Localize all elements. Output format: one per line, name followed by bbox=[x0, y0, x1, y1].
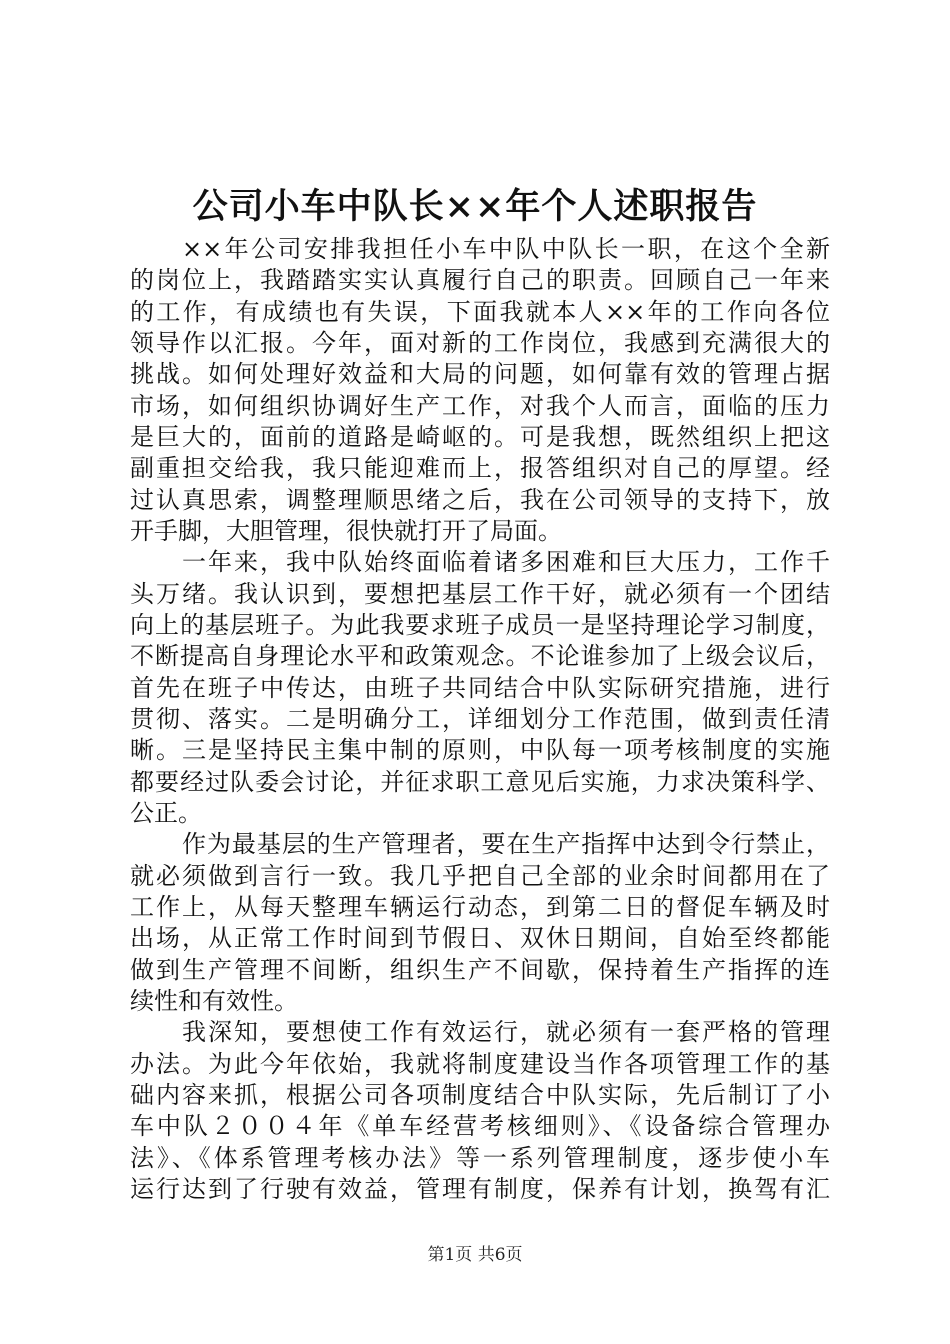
text-line: 出场，从正常工作时间到节假日、双休日期间，自始至终都能 bbox=[130, 924, 830, 953]
text-line: 础内容来抓，根据公司各项制度结合中队实际，先后制订了小 bbox=[130, 1080, 830, 1109]
text-line: 车中队２００４年《单车经营考核细则》、《设备综合管理办 bbox=[130, 1112, 830, 1141]
text-line: 法》、《体系管理考核办法》等一系列管理制度，逐步使小车 bbox=[130, 1143, 830, 1172]
text-line: 副重担交给我，我只能迎难而上，报答组织对自己的厚望。经 bbox=[130, 454, 830, 483]
text-line: 向上的基层班子。为此我要求班子成员一是坚持理论学习制度， bbox=[130, 610, 830, 639]
text-line: 作为最基层的生产管理者，要在生产指挥中达到令行禁止， bbox=[182, 830, 830, 859]
text-line: 续性和有效性。 bbox=[130, 986, 298, 1015]
text-line: 一年来，我中队始终面临着诸多困难和巨大压力，工作千 bbox=[182, 548, 830, 577]
text-line: 的工作，有成绩也有失误，下面我就本人××年的工作向各位 bbox=[130, 297, 830, 326]
text-line: 工作上，从每天整理车辆运行动态，到第二日的督促车辆及时 bbox=[130, 892, 830, 921]
text-line: 晰。三是坚持民主集中制的原则，中队每一项考核制度的实施 bbox=[130, 736, 830, 765]
text-line: 领导作以汇报。今年，面对新的工作岗位，我感到充满很大的 bbox=[130, 328, 830, 357]
paragraph bbox=[130, 547, 830, 829]
text-line: 过认真思索，调整理顺思绪之后，我在公司领导的支持下，放 bbox=[130, 485, 830, 514]
text-line: 的岗位上，我踏踏实实认真履行自己的职责。回顾自己一年来 bbox=[130, 266, 830, 295]
text-line: 做到生产管理不间断，组织生产不间歇，保持着生产指挥的连 bbox=[130, 955, 830, 984]
text-line: 公正。 bbox=[130, 798, 202, 827]
text-line: 贯彻、落实。二是明确分工，详细划分工作范围，做到责任清 bbox=[130, 704, 830, 733]
document-body bbox=[130, 234, 830, 1205]
text-line: 首先在班子中传达，由班子共同结合中队实际研究措施，进行 bbox=[130, 673, 830, 702]
text-line: ××年公司安排我担任小车中队中队长一职，在这个全新 bbox=[182, 235, 830, 263]
text-line: 都要经过队委会讨论，并征求职工意见后实施，力求决策科学、 bbox=[130, 767, 830, 796]
paragraph bbox=[130, 234, 830, 547]
page-footer: 第1页 共6页 bbox=[427, 1245, 523, 1265]
page-title: 公司小车中队长××年个人述职报告 bbox=[192, 186, 758, 227]
text-line: 就必须做到言行一致。我几乎把自己全部的业余时间都用在了 bbox=[130, 861, 830, 890]
text-line: 开手脚，大胆管理，很快就打开了局面。 bbox=[130, 516, 562, 545]
text-line: 办法。为此今年依始，我就将制度建设当作各项管理工作的基 bbox=[130, 1049, 830, 1078]
paragraph bbox=[130, 829, 830, 1017]
paragraph bbox=[130, 1017, 830, 1205]
text-line: 是巨大的，面前的道路是崎岖的。可是我想，既然组织上把这 bbox=[130, 422, 830, 451]
text-line: 运行达到了行驶有效益，管理有制度，保养有计划，换驾有汇 bbox=[130, 1174, 830, 1203]
text-line: 挑战。如何处理好效益和大局的问题，如何靠有效的管理占据 bbox=[130, 360, 830, 389]
text-line: 头万绪。我认识到，要想把基层工作干好，就必须有一个团结 bbox=[130, 579, 830, 608]
text-line: 我深知，要想使工作有效运行，就必须有一套严格的管理 bbox=[182, 1018, 830, 1047]
text-line: 不断提高自身理论水平和政策观念。不论谁参加了上级会议后， bbox=[130, 642, 830, 671]
text-line: 市场，如何组织协调好生产工作，对我个人而言，面临的压力 bbox=[130, 391, 830, 420]
